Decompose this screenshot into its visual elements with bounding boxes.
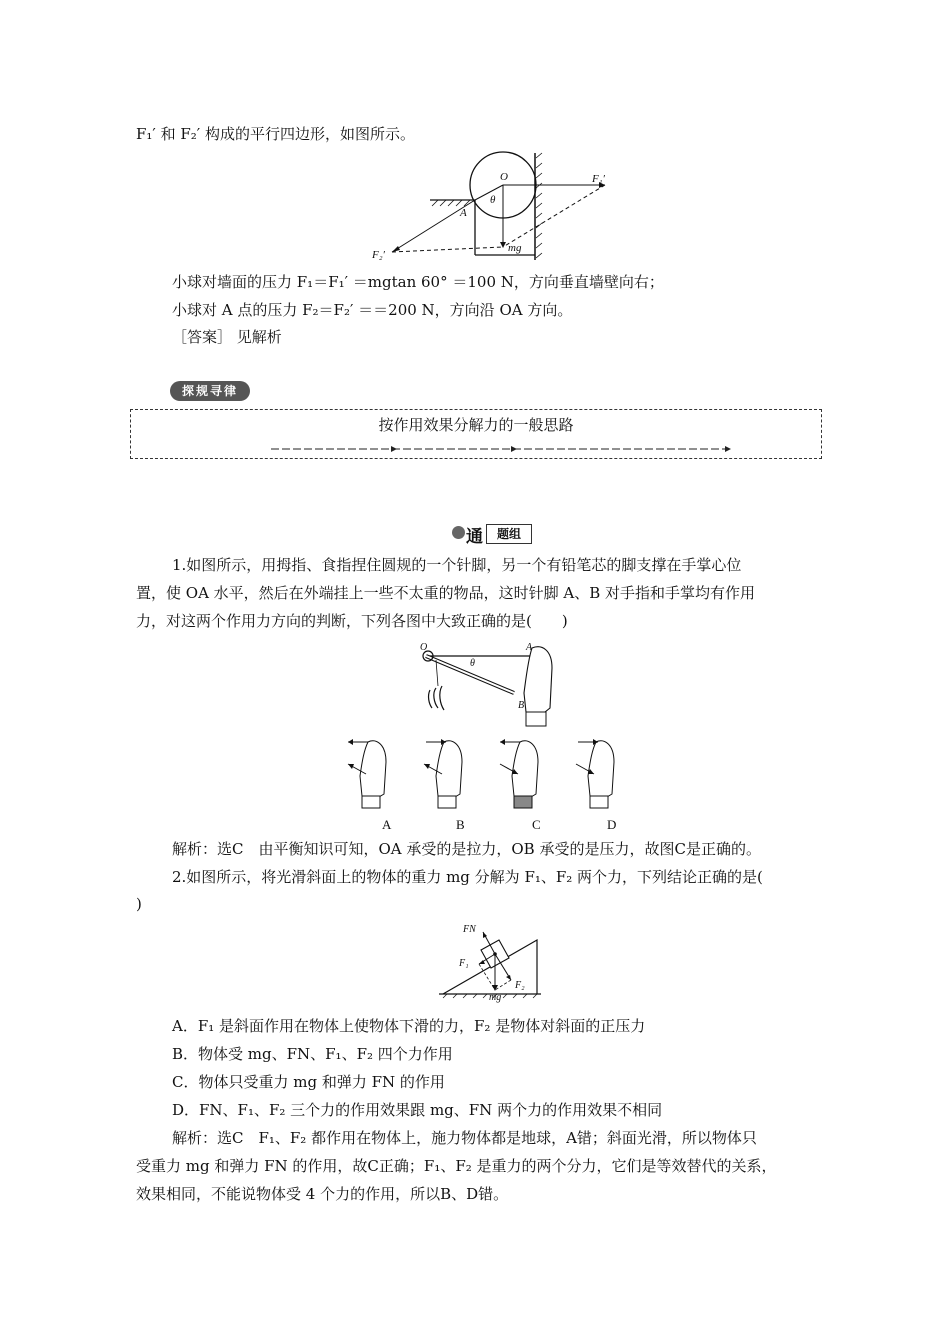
- q2-solution-line-1: 解析：选C F₁、F₂ 都作用在物体上，施力物体都是地球，A错；斜面光滑，所以物体只: [172, 1129, 757, 1147]
- fig1-label-a: A: [460, 207, 467, 219]
- q1-line-2: 置，使 OA 水平，然后在外端挂上一些不太重的物品，这时针脚 A、B 对手指和手掌均有作用: [136, 584, 756, 602]
- fig2-label-a: A: [526, 642, 533, 653]
- figure-incline: [437, 918, 547, 1003]
- q1-solution: 解析：选C 由平衡知识可知，OA 承受的是拉力，OB 承受的是压力，故图C是正确的。: [172, 840, 761, 858]
- intro-line: F₁′ 和 F₂′ 构成的平行四边形，如图所示。: [136, 125, 415, 143]
- group-tag-main: 通: [466, 527, 483, 547]
- fig3-label-fn: FN: [463, 924, 476, 935]
- q2-option-c: C．物体只受重力 mg 和弹力 FN 的作用: [172, 1073, 445, 1091]
- fig1-label-f1p: F₁′: [592, 173, 605, 185]
- result-line-1: 小球对墙面的压力 F₁＝F₁′ ＝mgtan 60° ＝100 N，方向垂直墙壁向右；: [172, 273, 664, 291]
- fig1-label-mg: mg: [508, 242, 522, 254]
- fig3-label-f1: F₁: [459, 958, 469, 969]
- option-figure-b: [424, 739, 462, 808]
- q2-option-a: A．F₁ 是斜面作用在物体上使物体下滑的力，F₂ 是物体对斜面的正压力: [172, 1017, 646, 1035]
- option-figure-a: [348, 739, 386, 808]
- fig3-label-f2: F₂: [515, 980, 525, 991]
- group-tag-sub: 题组: [486, 524, 532, 544]
- q1-line-1: 1.如图所示，用拇指、食指捏住圆规的一个针脚，另一个有铅笔芯的脚支撑在手掌心位: [172, 556, 742, 574]
- q2-option-b: B．物体受 mg、FN、F₁、F₂ 四个力作用: [172, 1045, 453, 1063]
- problem-group-tag: [452, 522, 532, 547]
- group-tag-icon: [452, 526, 465, 539]
- fig1-label-o: O: [500, 171, 508, 183]
- figure-compass-hand: [414, 638, 564, 730]
- answer-line: ［答案］ 见解析: [172, 328, 282, 346]
- q2-line-2: ): [136, 895, 142, 913]
- figure-ball-wall: [360, 150, 660, 270]
- fig2-label-b: B: [518, 700, 525, 711]
- fig2-label-o: O: [420, 642, 428, 653]
- option-figures: [340, 734, 640, 814]
- option-label-c: C: [532, 817, 541, 832]
- fig1-label-theta: θ: [490, 194, 496, 206]
- result-line-2: 小球对 A 点的压力 F₂＝F₂′ ＝＝200 N，方向沿 OA 方向。: [172, 301, 573, 319]
- section-tag: 探规寻律: [170, 381, 250, 401]
- option-label-d: D: [607, 817, 617, 832]
- fig1-label-f2p: F₂′: [372, 249, 385, 261]
- method-box-title: 按作用效果分解力的一般思路: [378, 416, 574, 434]
- q2-option-d: D．FN、F₁、F₂ 三个力的作用效果跟 mg、FN 两个力的作用效果不相同: [172, 1101, 663, 1119]
- fig3-label-mg: mg: [489, 992, 502, 1003]
- option-label-a: A: [382, 817, 392, 832]
- option-figure-c: [500, 739, 538, 808]
- q2-solution-line-2: 受重力 mg 和弹力 FN 的作用，故C正确；F₁、F₂ 是重力的两个分力，它们是等效替代的关系，: [136, 1157, 777, 1175]
- method-box: [130, 409, 822, 459]
- option-figure-d: [576, 739, 614, 808]
- q2-solution-line-3: 效果相同，不能说物体受 4 个力的作用，所以B、D错。: [136, 1185, 509, 1203]
- method-flow-arrows: [271, 444, 731, 454]
- fig2-label-theta: θ: [470, 658, 475, 669]
- q1-line-3: 力，对这两个作用力方向的判断，下列各图中大致正确的是( ): [136, 612, 568, 630]
- q2-line-1: 2.如图所示，将光滑斜面上的物体的重力 mg 分解为 F₁、F₂ 两个力，下列结论正确的是(: [172, 868, 763, 886]
- option-label-b: B: [456, 817, 465, 832]
